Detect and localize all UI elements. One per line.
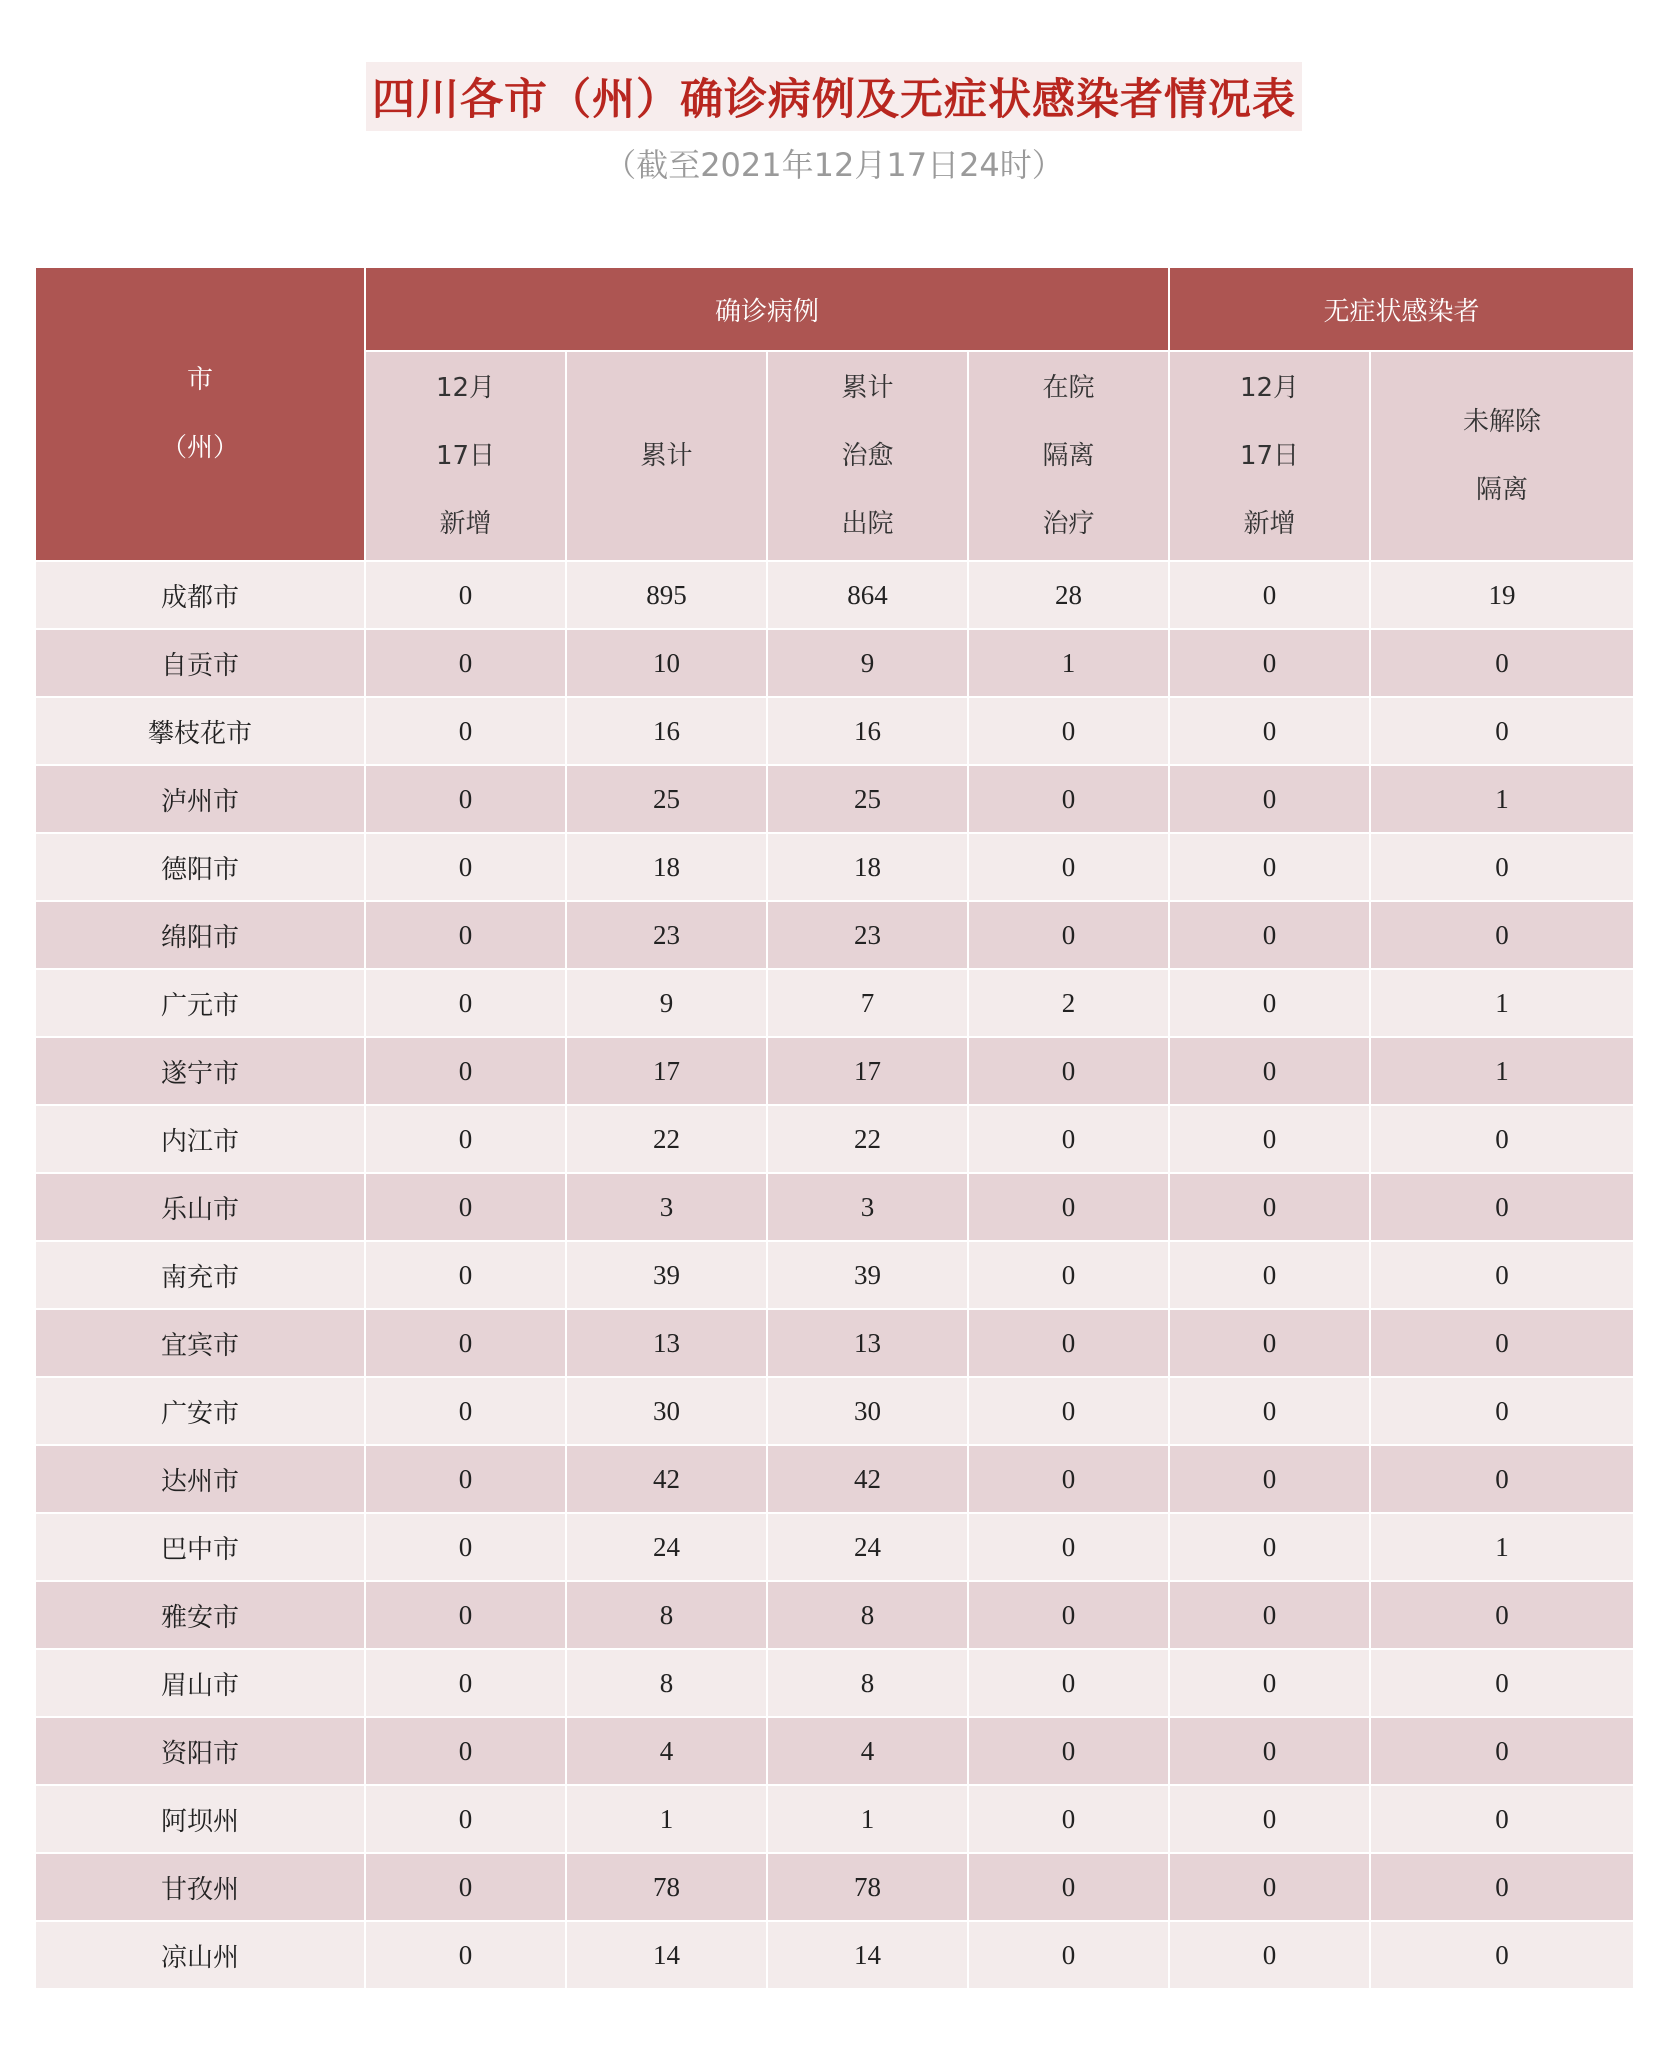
region-name-cell: 德阳市	[35, 833, 365, 901]
value-cell: 16	[767, 697, 968, 765]
region-name-cell: 泸州市	[35, 765, 365, 833]
value-cell: 0	[1169, 1241, 1370, 1309]
value-cell: 0	[365, 969, 566, 1037]
value-cell: 17	[566, 1037, 767, 1105]
table-row	[35, 1105, 1634, 1173]
value-cell: 39	[566, 1241, 767, 1309]
region-name-cell: 资阳市	[35, 1717, 365, 1785]
asymptomatic-new-header	[1169, 351, 1370, 561]
value-cell: 0	[365, 1309, 566, 1377]
value-cell: 0	[1370, 1173, 1634, 1241]
header-line: 未解除	[1463, 407, 1542, 437]
value-cell: 9	[767, 629, 968, 697]
value-cell: 0	[365, 697, 566, 765]
value-cell: 0	[365, 1785, 566, 1853]
header-line: 治愈	[841, 441, 894, 471]
value-cell: 1	[1370, 1513, 1634, 1581]
confirmed-group-header: 确诊病例	[365, 267, 1169, 351]
value-cell: 0	[1169, 1105, 1370, 1173]
value-cell: 0	[365, 1921, 566, 1989]
value-cell: 0	[968, 901, 1169, 969]
table-container	[34, 266, 1634, 1990]
value-cell: 0	[1169, 1513, 1370, 1581]
statistics-table	[34, 266, 1635, 1990]
value-cell: 22	[566, 1105, 767, 1173]
value-cell: 0	[968, 1105, 1169, 1173]
value-cell: 0	[365, 1105, 566, 1173]
header-line: 隔离	[1042, 441, 1095, 471]
header-line: 新增	[1243, 509, 1296, 539]
table-row	[35, 1445, 1634, 1513]
table-row	[35, 1309, 1634, 1377]
value-cell: 1	[968, 629, 1169, 697]
value-cell: 0	[1169, 1037, 1370, 1105]
value-cell: 0	[968, 1377, 1169, 1445]
value-cell: 0	[968, 1921, 1169, 1989]
value-cell: 18	[767, 833, 968, 901]
value-cell: 4	[566, 1717, 767, 1785]
value-cell: 0	[1370, 833, 1634, 901]
table-row	[35, 1785, 1634, 1853]
table-row	[35, 1853, 1634, 1921]
value-cell: 25	[566, 765, 767, 833]
header-line: 17日	[1239, 441, 1300, 471]
value-cell: 0	[365, 1445, 566, 1513]
value-cell: 0	[1370, 1717, 1634, 1785]
value-cell: 30	[767, 1377, 968, 1445]
region-name-cell: 广元市	[35, 969, 365, 1037]
header-line: 在院	[1042, 373, 1095, 403]
value-cell: 0	[1370, 1785, 1634, 1853]
value-cell: 0	[968, 1649, 1169, 1717]
value-cell: 42	[566, 1445, 767, 1513]
value-cell: 0	[365, 1513, 566, 1581]
value-cell: 0	[365, 1717, 566, 1785]
value-cell: 0	[968, 1241, 1169, 1309]
value-cell: 0	[1370, 901, 1634, 969]
value-cell: 0	[968, 1513, 1169, 1581]
value-cell: 0	[1370, 697, 1634, 765]
table-row	[35, 1377, 1634, 1445]
region-header-line: （州）	[160, 433, 239, 463]
value-cell: 1	[1370, 1037, 1634, 1105]
table-row	[35, 1513, 1634, 1581]
value-cell: 0	[1370, 1445, 1634, 1513]
table-row	[35, 629, 1634, 697]
table-row	[35, 1241, 1634, 1309]
value-cell: 0	[968, 765, 1169, 833]
value-cell: 0	[1169, 1717, 1370, 1785]
table-row	[35, 833, 1634, 901]
asymptomatic-group-header: 无症状感染者	[1169, 267, 1634, 351]
value-cell: 0	[1169, 1785, 1370, 1853]
page-subtitle: （截至2021年12月17日24时）	[604, 146, 1064, 184]
value-cell: 17	[767, 1037, 968, 1105]
value-cell: 0	[1169, 1377, 1370, 1445]
value-cell: 0	[1370, 1853, 1634, 1921]
header-line: 隔离	[1476, 475, 1529, 505]
value-cell: 3	[767, 1173, 968, 1241]
header-line: 治疗	[1042, 509, 1095, 539]
table-row	[35, 1921, 1634, 1989]
table-row	[35, 1717, 1634, 1785]
region-name-cell: 雅安市	[35, 1581, 365, 1649]
value-cell: 0	[1169, 969, 1370, 1037]
value-cell: 9	[566, 969, 767, 1037]
table-row	[35, 1037, 1634, 1105]
table-row	[35, 561, 1634, 629]
value-cell: 0	[968, 1173, 1169, 1241]
value-cell: 78	[767, 1853, 968, 1921]
value-cell: 0	[1370, 1581, 1634, 1649]
table-row	[35, 697, 1634, 765]
region-name-cell: 巴中市	[35, 1513, 365, 1581]
value-cell: 864	[767, 561, 968, 629]
value-cell: 13	[767, 1309, 968, 1377]
value-cell: 0	[1370, 1241, 1634, 1309]
table-body	[35, 561, 1634, 1989]
value-cell: 24	[566, 1513, 767, 1581]
value-cell: 0	[968, 1785, 1169, 1853]
value-cell: 0	[1370, 629, 1634, 697]
table-row	[35, 1581, 1634, 1649]
region-name-cell: 南充市	[35, 1241, 365, 1309]
hospitalized-header	[968, 351, 1169, 561]
value-cell: 2	[968, 969, 1169, 1037]
value-cell: 895	[566, 561, 767, 629]
value-cell: 0	[1370, 1921, 1634, 1989]
value-cell: 0	[1370, 1105, 1634, 1173]
value-cell: 39	[767, 1241, 968, 1309]
value-cell: 1	[566, 1785, 767, 1853]
value-cell: 0	[1169, 901, 1370, 969]
region-name-cell: 达州市	[35, 1445, 365, 1513]
value-cell: 0	[1169, 697, 1370, 765]
value-cell: 30	[566, 1377, 767, 1445]
value-cell: 14	[767, 1921, 968, 1989]
region-name-cell: 成都市	[35, 561, 365, 629]
value-cell: 7	[767, 969, 968, 1037]
region-name-cell: 眉山市	[35, 1649, 365, 1717]
table-row	[35, 765, 1634, 833]
value-cell: 1	[767, 1785, 968, 1853]
value-cell: 0	[1169, 1853, 1370, 1921]
value-cell: 0	[365, 1241, 566, 1309]
value-cell: 28	[968, 561, 1169, 629]
region-name-cell: 凉山州	[35, 1921, 365, 1989]
value-cell: 0	[365, 1649, 566, 1717]
value-cell: 4	[767, 1717, 968, 1785]
region-name-cell: 内江市	[35, 1105, 365, 1173]
value-cell: 0	[968, 833, 1169, 901]
region-name-cell: 阿坝州	[35, 1785, 365, 1853]
value-cell: 0	[1169, 1445, 1370, 1513]
value-cell: 8	[767, 1649, 968, 1717]
value-cell: 0	[1169, 561, 1370, 629]
header-line: 12月	[1239, 373, 1300, 403]
value-cell: 0	[968, 1445, 1169, 1513]
value-cell: 23	[566, 901, 767, 969]
value-cell: 0	[968, 1717, 1169, 1785]
value-cell: 78	[566, 1853, 767, 1921]
table-row	[35, 901, 1634, 969]
value-cell: 0	[1169, 833, 1370, 901]
value-cell: 0	[1370, 1377, 1634, 1445]
value-cell: 0	[1169, 1309, 1370, 1377]
value-cell: 19	[1370, 561, 1634, 629]
value-cell: 0	[365, 1853, 566, 1921]
title-wrap	[0, 62, 1668, 131]
table-row	[35, 969, 1634, 1037]
value-cell: 0	[365, 629, 566, 697]
header-line: 累计	[640, 441, 693, 471]
region-name-cell: 攀枝花市	[35, 697, 365, 765]
region-name-cell: 宜宾市	[35, 1309, 365, 1377]
table-header	[35, 267, 1634, 561]
table-row	[35, 1649, 1634, 1717]
value-cell: 0	[968, 1037, 1169, 1105]
value-cell: 16	[566, 697, 767, 765]
value-cell: 14	[566, 1921, 767, 1989]
region-column-header	[35, 267, 365, 561]
value-cell: 42	[767, 1445, 968, 1513]
value-cell: 1	[1370, 765, 1634, 833]
value-cell: 23	[767, 901, 968, 969]
header-line: 累计	[841, 373, 894, 403]
value-cell: 0	[365, 1037, 566, 1105]
value-cell: 0	[365, 1173, 566, 1241]
region-name-cell: 广安市	[35, 1377, 365, 1445]
value-cell: 24	[767, 1513, 968, 1581]
value-cell: 8	[566, 1649, 767, 1717]
value-cell: 0	[968, 1581, 1169, 1649]
value-cell: 0	[968, 1309, 1169, 1377]
asymptomatic-isolation-header	[1370, 351, 1634, 561]
region-name-cell: 甘孜州	[35, 1853, 365, 1921]
value-cell: 0	[1169, 629, 1370, 697]
region-name-cell: 遂宁市	[35, 1037, 365, 1105]
value-cell: 0	[968, 697, 1169, 765]
confirmed-new-header	[365, 351, 566, 561]
value-cell: 0	[1370, 1309, 1634, 1377]
region-name-cell: 绵阳市	[35, 901, 365, 969]
region-name-cell: 乐山市	[35, 1173, 365, 1241]
value-cell: 0	[365, 833, 566, 901]
header-line: 12月	[435, 373, 496, 403]
value-cell: 0	[365, 1377, 566, 1445]
value-cell: 0	[365, 765, 566, 833]
page-title: 四川各市（州）确诊病例及无症状感染者情况表	[366, 62, 1302, 131]
value-cell: 0	[1370, 1649, 1634, 1717]
value-cell: 10	[566, 629, 767, 697]
value-cell: 25	[767, 765, 968, 833]
value-cell: 0	[365, 1581, 566, 1649]
table-row	[35, 1173, 1634, 1241]
value-cell: 3	[566, 1173, 767, 1241]
confirmed-total-header	[566, 351, 767, 561]
value-cell: 0	[1169, 1649, 1370, 1717]
region-name-cell: 自贡市	[35, 629, 365, 697]
value-cell: 0	[1169, 1173, 1370, 1241]
header-line: 17日	[435, 441, 496, 471]
header-line: 出院	[841, 509, 894, 539]
value-cell: 8	[566, 1581, 767, 1649]
recovered-total-header	[767, 351, 968, 561]
region-header-line: 市	[186, 365, 213, 395]
value-cell: 0	[968, 1853, 1169, 1921]
value-cell: 22	[767, 1105, 968, 1173]
value-cell: 0	[365, 901, 566, 969]
value-cell: 1	[1370, 969, 1634, 1037]
value-cell: 0	[1169, 1581, 1370, 1649]
value-cell: 0	[1169, 1921, 1370, 1989]
value-cell: 8	[767, 1581, 968, 1649]
value-cell: 0	[365, 561, 566, 629]
value-cell: 13	[566, 1309, 767, 1377]
value-cell: 0	[1169, 765, 1370, 833]
value-cell: 18	[566, 833, 767, 901]
header-line: 新增	[439, 509, 492, 539]
